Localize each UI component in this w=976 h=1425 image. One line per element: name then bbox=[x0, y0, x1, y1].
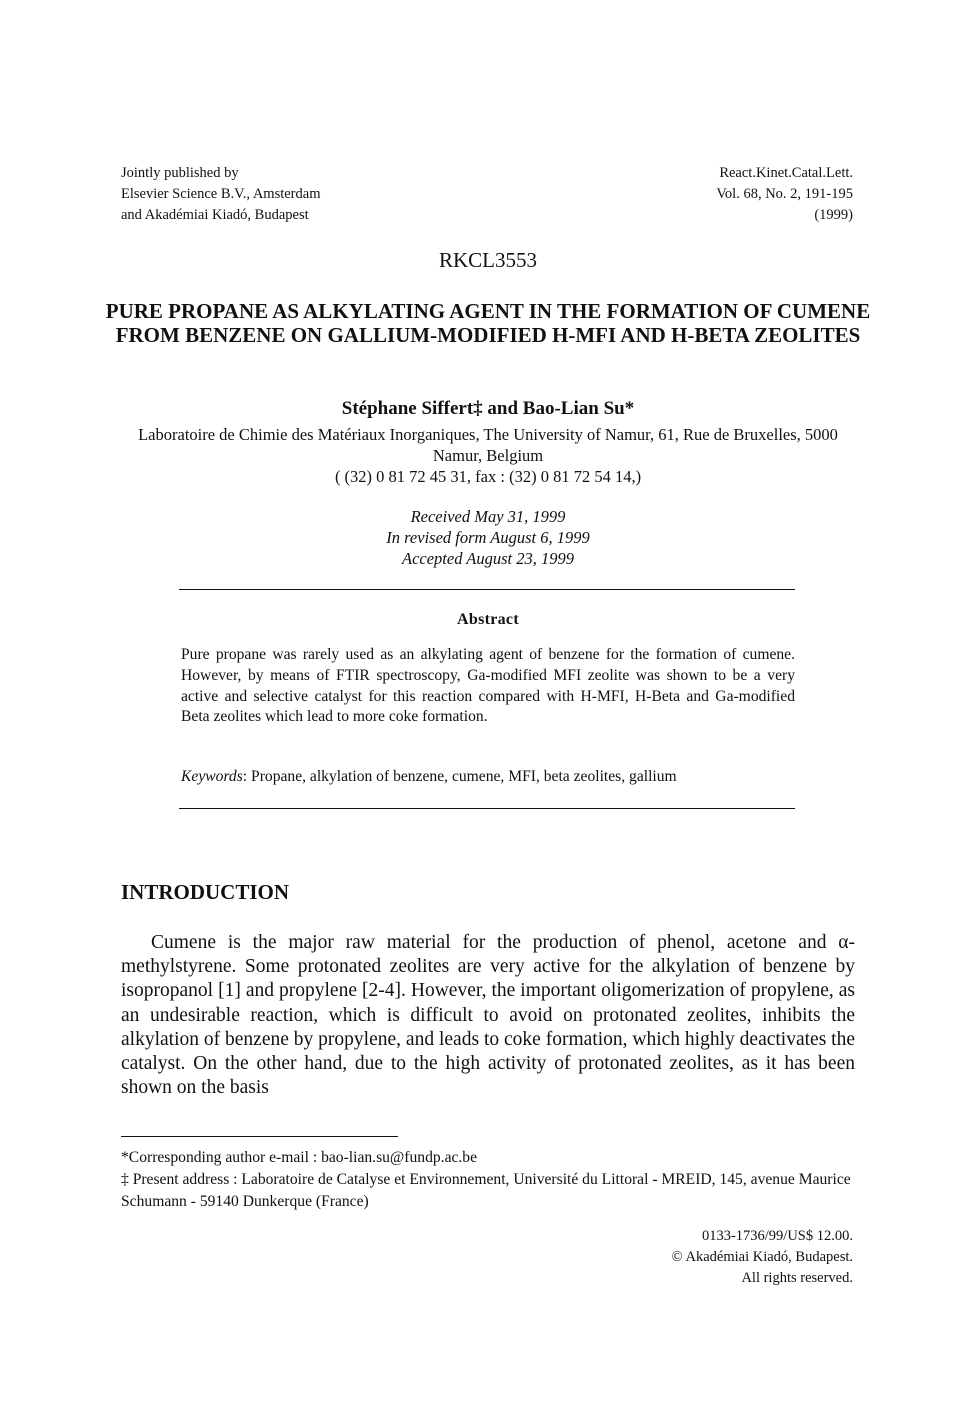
paper-title: PURE PROPANE AS ALKYLATING AGENT IN THE FORMATION OF CUMENE FROM BENZENE ON GALLIUM-MODIFIED H-MFI AND H-BETA ZEOLITES bbox=[105, 299, 871, 347]
keywords bbox=[181, 768, 795, 786]
authors: Stéphane Siffert‡ and Bao-Lian Su* bbox=[341, 398, 635, 419]
rights-line: All rights reserved. bbox=[741, 1270, 853, 1286]
keywords-list: : Propane, alkylation of benzene, cumene, MFI, beta zeolites, gallium bbox=[242, 768, 677, 785]
dates bbox=[0, 506, 976, 569]
publisher-line: Jointly published by bbox=[121, 165, 239, 181]
date-accepted: Accepted August 23, 1999 bbox=[402, 549, 574, 568]
abstract-heading: Abstract bbox=[457, 611, 519, 628]
abstract-bottom-rule bbox=[179, 808, 795, 809]
publisher-line: and Akadémiai Kiadó, Budapest bbox=[121, 207, 309, 223]
footnotes bbox=[121, 1147, 861, 1213]
paper-code: RKCL3553 bbox=[438, 248, 537, 272]
journal-line: (1999) bbox=[814, 207, 853, 223]
copyright-line: © Akadémiai Kiadó, Budapest. bbox=[671, 1249, 853, 1265]
footnote-corresponding: *Corresponding author e-mail : bao-lian.su@fundp.ac.be bbox=[121, 1149, 478, 1166]
footnote-address: ‡ Present address : Laboratoire de Catalyse et Environnement, Université du Littoral - MREID, 145, avenue Maurice Schumann - 59140 Dunkerque (France) bbox=[121, 1171, 851, 1210]
affiliation bbox=[130, 424, 846, 487]
journal-info bbox=[716, 163, 853, 226]
journal-line: Vol. 68, No. 2, 191-195 bbox=[716, 186, 853, 202]
issn-line: 0133-1736/99/US$ 12.00. bbox=[701, 1228, 853, 1244]
affiliation-phone: ( (32) 0 81 72 45 31, fax : (32) 0 81 72 54 14,) bbox=[334, 467, 642, 486]
abstract-top-rule bbox=[179, 589, 795, 590]
section-heading: INTRODUCTION bbox=[121, 880, 290, 904]
date-revised: In revised form August 6, 1999 bbox=[386, 528, 590, 547]
intro-paragraph: Cumene is the major raw material for the production of phenol, acetone and α-methylstyrene. Some protonated zeolites are very active for the alkylation of benzene by isopropanol [1] and propylene [2-4]. However, the important oligomerization of propylene, as an undesirable reaction, which is difficult to avoid on protonated zeolites, inhibits the alkylation of benzene by propylene, and leads to coke formation, which highly deactivates the catalyst. On the other hand, due to the high activity of protonated zeolites, as it has been shown on the basis bbox=[121, 932, 855, 1099]
copyright-block bbox=[672, 1226, 853, 1289]
footnote-rule bbox=[121, 1136, 398, 1137]
affiliation-address: Laboratoire de Chimie des Matériaux Inorganiques, The University of Namur, 61, Rue de Bruxelles, 5000 Namur, Belgium bbox=[138, 425, 838, 465]
abstract-text: Pure propane was rarely used as an alkylating agent of benzene for the formation of cumene. However, by means of FTIR spectroscopy, Ga-modified MFI zeolite was shown to be a very active and selective catalyst for this reaction compared with H-MFI, H-Beta and Ga-modified Beta zeolites which lead to more coke formation. bbox=[181, 646, 795, 726]
journal-line: React.Kinet.Catal.Lett. bbox=[719, 165, 853, 181]
publisher-info bbox=[121, 163, 320, 226]
date-received: Received May 31, 1999 bbox=[410, 507, 566, 526]
publisher-line: Elsevier Science B.V., Amsterdam bbox=[121, 186, 321, 202]
keywords-label: Keywords bbox=[181, 768, 243, 785]
